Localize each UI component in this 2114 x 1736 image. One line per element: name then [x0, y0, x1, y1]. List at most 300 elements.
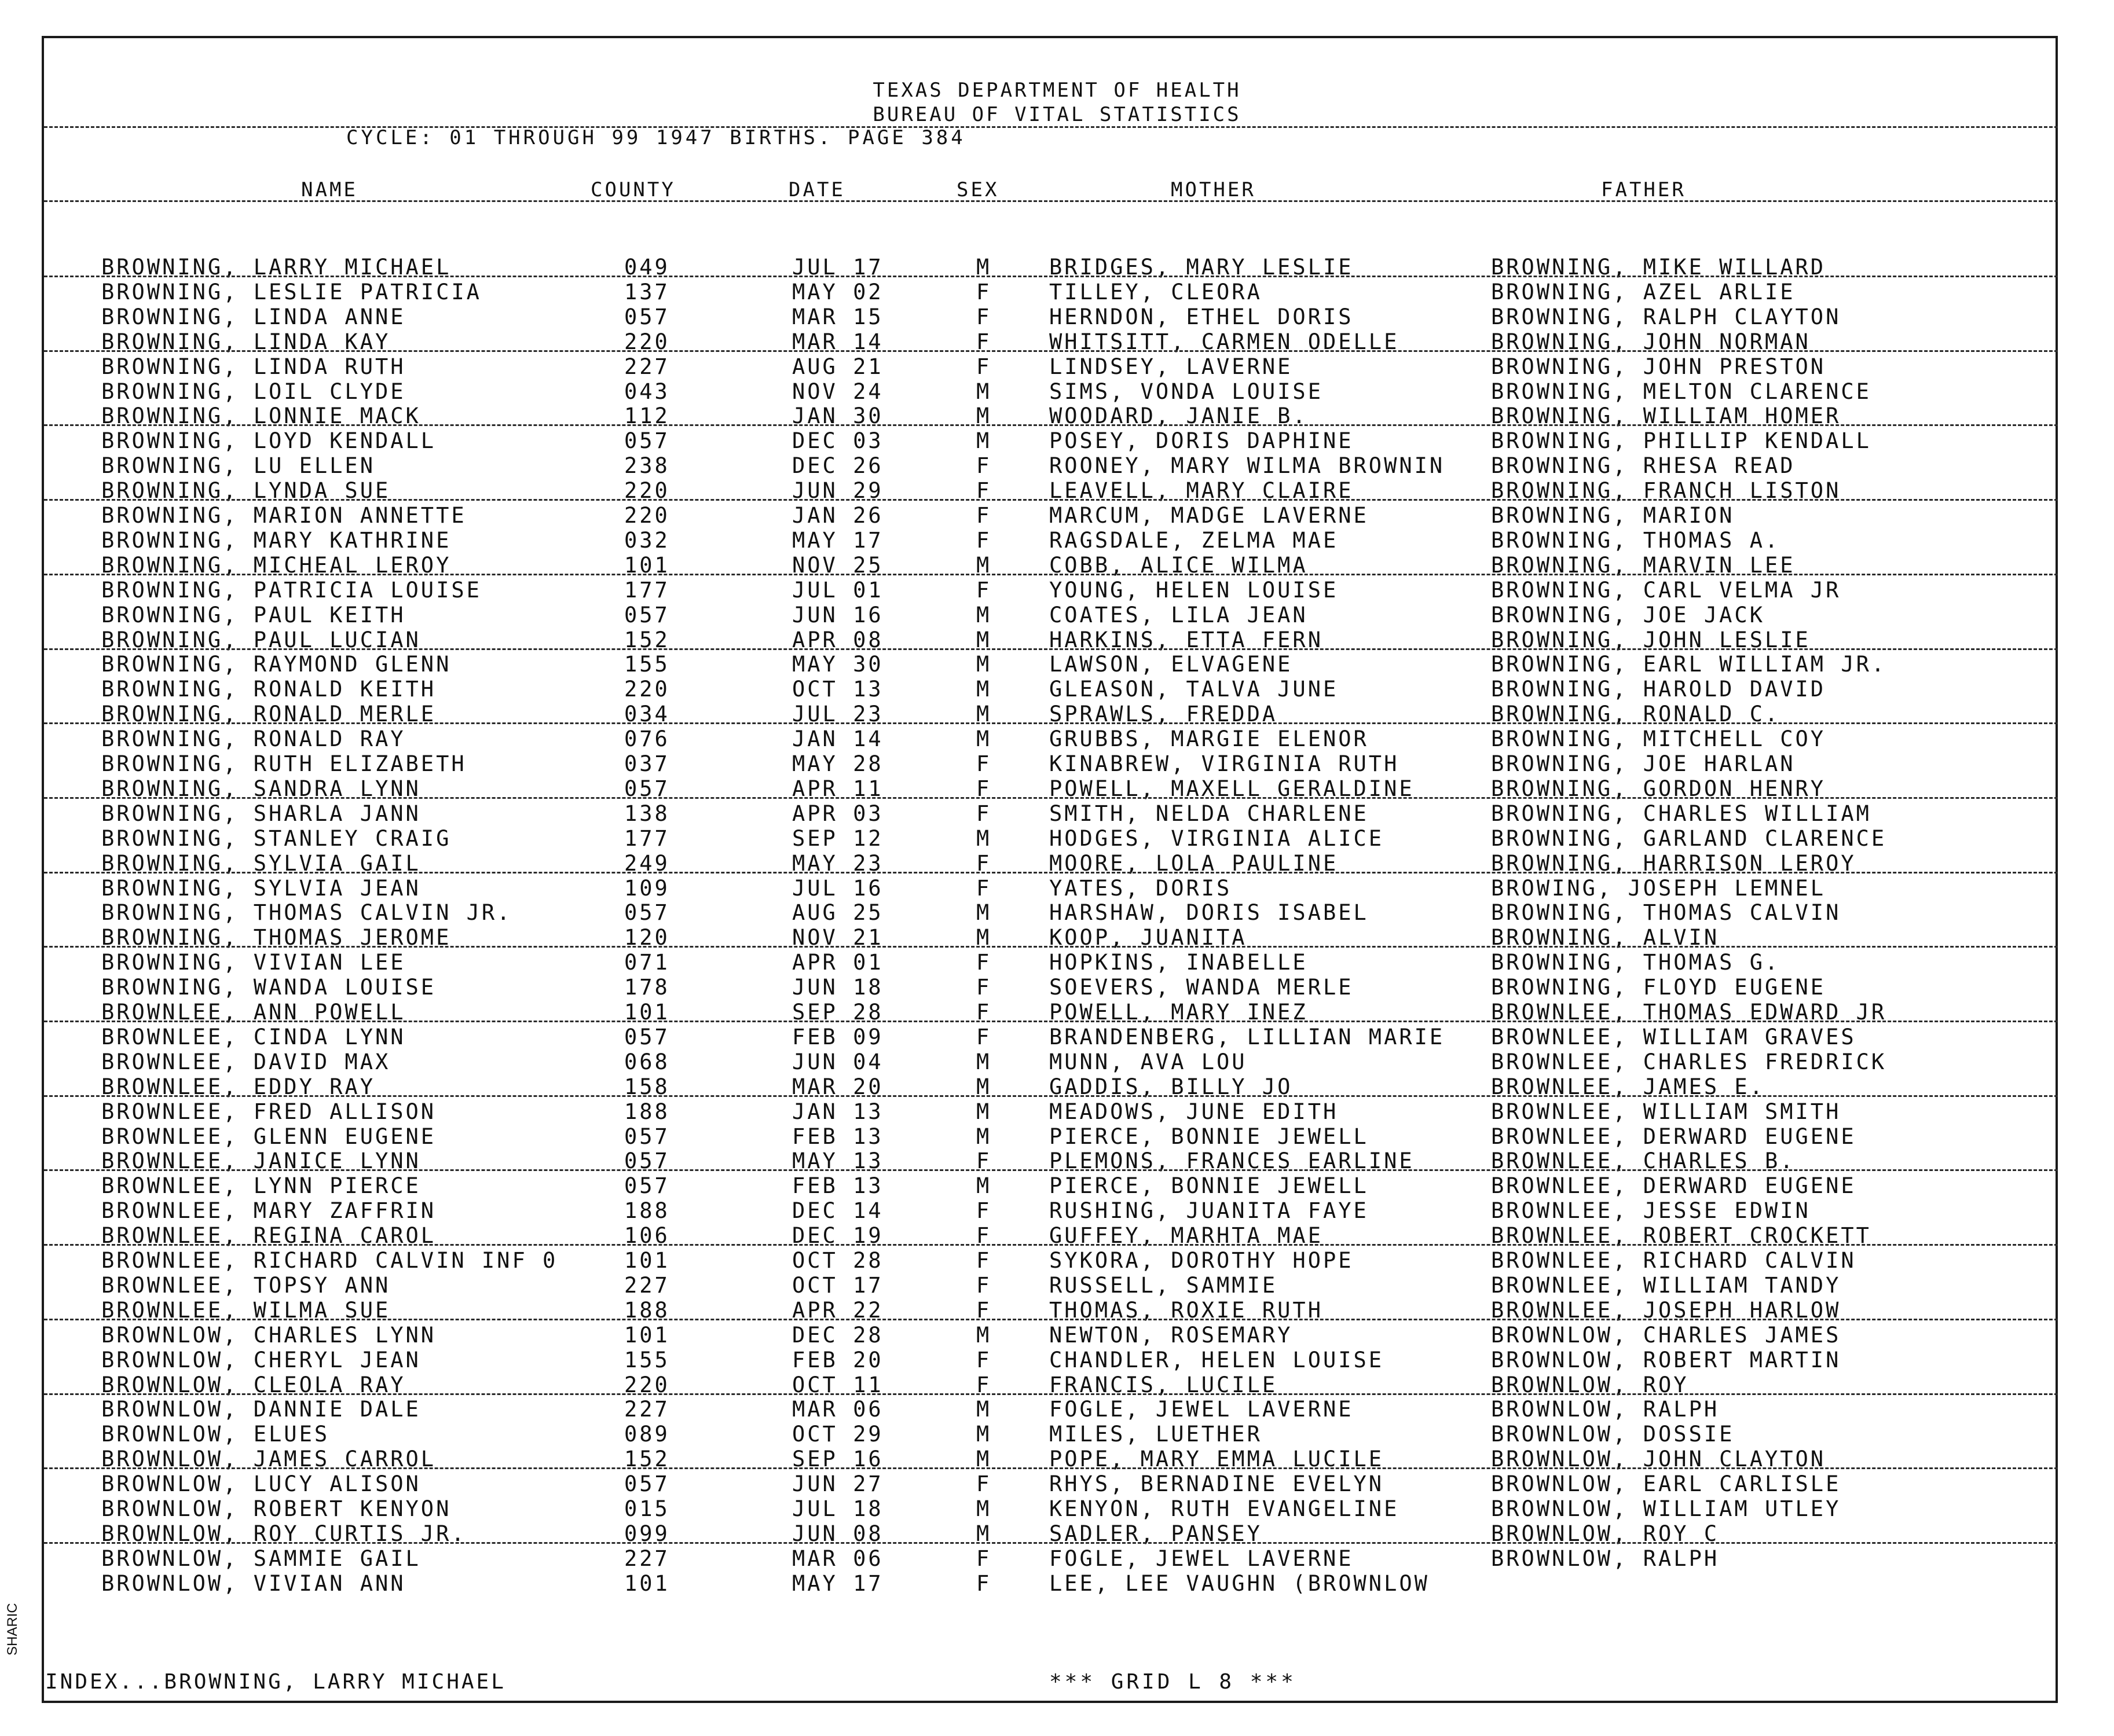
cycle-line: CYCLE: 01 THROUGH 99 1947 BIRTHS. PAGE 384 — [346, 126, 966, 149]
cell-father: BROWNING, RONALD C. — [1491, 702, 1780, 726]
cell-sex: M — [976, 1074, 992, 1099]
cell-date: APR 01 — [792, 950, 884, 975]
cell-sex: M — [976, 677, 992, 702]
cell-father: BROWNING, JOE JACK — [1491, 603, 1765, 627]
cell-county: 101 — [624, 1571, 670, 1596]
cell-mother: POWELL, MAXELL GERALDINE — [1049, 776, 1415, 801]
table-row — [0, 1397, 2114, 1422]
cell-date: MAY 30 — [792, 652, 884, 677]
cell-sex: F — [976, 801, 992, 826]
table-row — [0, 1099, 2114, 1124]
cell-name: BROWNING, RAYMOND GLENN — [101, 652, 452, 677]
cell-name: BROWNING, SHARLA JANN — [101, 801, 421, 826]
table-row — [0, 826, 2114, 851]
cell-date: JUL 23 — [792, 702, 884, 726]
cell-county: 238 — [624, 453, 670, 478]
cell-mother: HODGES, VIRGINIA ALICE — [1049, 826, 1384, 851]
cell-mother: GRUBBS, MARGIE ELENOR — [1049, 726, 1369, 751]
table-row — [0, 1273, 2114, 1298]
cell-name: BROWNING, LESLIE PATRICIA — [101, 280, 482, 304]
cell-name: BROWNING, PATRICIA LOUISE — [101, 578, 482, 603]
cell-father: BROWNING, MARION — [1491, 503, 1735, 528]
row-rule — [44, 1095, 2058, 1097]
cell-father: BROWNLOW, RALPH — [1491, 1397, 1720, 1422]
table-row — [0, 1571, 2114, 1596]
cell-name: BROWNLOW, LUCY ALISON — [101, 1471, 421, 1496]
cell-mother: SADLER, PANSEY — [1049, 1521, 1262, 1546]
cell-mother: HERNDON, ETHEL DORIS — [1049, 304, 1354, 329]
cell-county: 220 — [624, 503, 670, 528]
cell-date: SEP 12 — [792, 826, 884, 851]
cell-mother: RUSSELL, SAMMIE — [1049, 1273, 1278, 1298]
side-mark: SHARIC — [5, 1603, 20, 1656]
cell-mother: MARCUM, MADGE LAVERNE — [1049, 503, 1369, 528]
cell-name: BROWNING, LINDA RUTH — [101, 354, 406, 379]
row-rule — [44, 276, 2058, 277]
cell-date: NOV 24 — [792, 379, 884, 404]
cell-sex: F — [976, 1223, 992, 1248]
cell-name: BROWNING, LOIL CLYDE — [101, 379, 406, 404]
table-row — [0, 1248, 2114, 1273]
cell-county: 068 — [624, 1049, 670, 1074]
cell-date: JAN 14 — [792, 726, 884, 751]
cell-date: SEP 16 — [792, 1447, 884, 1471]
cell-father: BROWNLOW, RALPH — [1491, 1546, 1720, 1571]
cell-name: BROWNING, STANLEY CRAIG — [101, 826, 452, 851]
cell-name: BROWNLEE, TOPSY ANN — [101, 1273, 391, 1298]
cell-father: BROWNING, EARL WILLIAM JR. — [1491, 652, 1887, 677]
cell-name: BROWNING, SYLVIA GAIL — [101, 851, 421, 876]
cell-father: BROWNLEE, JOSEPH HARLOW — [1491, 1298, 1841, 1323]
cell-county: 138 — [624, 801, 670, 826]
table-row — [0, 801, 2114, 826]
cell-date: MAR 14 — [792, 329, 884, 354]
cell-mother: POWELL, MARY INEZ — [1049, 1000, 1308, 1025]
cell-name: BROWNLEE, EDDY RAY — [101, 1074, 375, 1099]
cell-mother: POSEY, DORIS DAPHINE — [1049, 428, 1354, 453]
cell-mother: LINDSEY, LAVERNE — [1049, 354, 1293, 379]
cell-sex: F — [976, 1471, 992, 1496]
cell-county: 152 — [624, 1447, 670, 1471]
cell-father: BROWNLOW, CHARLES JAMES — [1491, 1323, 1841, 1348]
cell-name: BROWNLEE, MARY ZAFFRIN — [101, 1198, 437, 1223]
cell-date: MAR 20 — [792, 1074, 884, 1099]
cell-mother: WOODARD, JANIE B. — [1049, 403, 1308, 428]
cell-date: MAY 23 — [792, 851, 884, 876]
cell-name: BROWNING, RUTH ELIZABETH — [101, 751, 467, 776]
cell-mother: RHYS, BERNADINE EVELYN — [1049, 1471, 1384, 1496]
cell-father: BROWNLEE, WILLIAM TANDY — [1491, 1273, 1841, 1298]
cell-date: JAN 13 — [792, 1099, 884, 1124]
cell-father: BROWNING, FRANCH LISTON — [1491, 478, 1841, 503]
cell-county: 177 — [624, 826, 670, 851]
cell-name: BROWNING, LONNIE MACK — [101, 403, 421, 428]
cell-date: JUN 29 — [792, 478, 884, 503]
table-row — [0, 379, 2114, 404]
cell-mother: ROONEY, MARY WILMA BROWNIN — [1049, 453, 1445, 478]
cell-name: BROWNLOW, ELUES — [101, 1422, 330, 1447]
cell-father: BROWNLEE, CHARLES FREDRICK — [1491, 1049, 1887, 1074]
cell-father: BROWNLEE, WILLIAM GRAVES — [1491, 1025, 1856, 1049]
cell-sex: M — [976, 900, 992, 925]
cell-date: NOV 21 — [792, 925, 884, 950]
cell-father: BROWNING, MITCHELL COY — [1491, 726, 1826, 751]
cell-name: BROWNING, RONALD MERLE — [101, 702, 437, 726]
cell-name: BROWNLOW, CHARLES LYNN — [101, 1323, 437, 1348]
cell-father: BROWNING, ALVIN — [1491, 925, 1720, 950]
cell-father: BROWNLEE, THOMAS EDWARD JR — [1491, 1000, 1887, 1025]
cell-father: BROWNING, MELTON CLARENCE — [1491, 379, 1871, 404]
cell-name: BROWNING, LYNDA SUE — [101, 478, 391, 503]
cell-name: BROWNLOW, CHERYL JEAN — [101, 1348, 421, 1372]
cell-mother: YATES, DORIS — [1049, 876, 1232, 901]
cell-sex: F — [976, 1000, 992, 1025]
table-row — [0, 751, 2114, 776]
cell-mother: FRANCIS, LUCILE — [1049, 1372, 1278, 1397]
column-header-date: DATE — [789, 178, 845, 201]
cell-county: 057 — [624, 1148, 670, 1173]
bureau-title: BUREAU OF VITAL STATISTICS — [873, 103, 1241, 126]
cell-mother: GUFFEY, MARHTA MAE — [1049, 1223, 1323, 1248]
column-header-sex: SEX — [957, 178, 999, 201]
cell-sex: M — [976, 1049, 992, 1074]
cell-date: JAN 26 — [792, 503, 884, 528]
cell-mother: GADDIS, BILLY JO — [1049, 1074, 1293, 1099]
cell-sex: M — [976, 627, 992, 652]
cell-mother: FOGLE, JEWEL LAVERNE — [1049, 1546, 1354, 1571]
cell-county: 188 — [624, 1099, 670, 1124]
cell-date: AUG 25 — [792, 900, 884, 925]
cell-father: BROWNING, THOMAS G. — [1491, 950, 1780, 975]
cell-father: BROWNLOW, ROY — [1491, 1372, 1689, 1397]
cell-date: NOV 25 — [792, 553, 884, 578]
cell-name: BROWNLEE, JANICE LYNN — [101, 1148, 421, 1173]
cell-county: 057 — [624, 1471, 670, 1496]
cell-county: 112 — [624, 403, 670, 428]
index-footer: INDEX...BROWNING, LARRY MICHAEL — [45, 1670, 506, 1694]
cell-sex: F — [976, 503, 992, 528]
cell-sex: F — [976, 1025, 992, 1049]
cell-father: BROWNLEE, JAMES E. — [1491, 1074, 1765, 1099]
cell-mother: HOPKINS, INABELLE — [1049, 950, 1308, 975]
cell-date: MAY 02 — [792, 280, 884, 304]
cell-mother: HARSHAW, DORIS ISABEL — [1049, 900, 1369, 925]
cell-mother: YOUNG, HELEN LOUISE — [1049, 578, 1339, 603]
cell-county: 049 — [624, 255, 670, 280]
cell-mother: MOORE, LOLA PAULINE — [1049, 851, 1339, 876]
cell-mother: KINABREW, VIRGINIA RUTH — [1049, 751, 1399, 776]
cell-father: BROWNING, RALPH CLAYTON — [1491, 304, 1841, 329]
cell-name: BROWNING, MARY KATHRINE — [101, 528, 452, 553]
cell-county: 057 — [624, 603, 670, 627]
cell-date: DEC 28 — [792, 1323, 884, 1348]
cell-father: BROWNING, HAROLD DAVID — [1491, 677, 1826, 702]
row-rule — [44, 424, 2058, 426]
cell-sex: F — [976, 876, 992, 901]
row-rule — [44, 1244, 2058, 1246]
cell-sex: M — [976, 1496, 992, 1521]
cell-date: APR 22 — [792, 1298, 884, 1323]
cell-name: BROWNLEE, REGINA CAROL — [101, 1223, 437, 1248]
cell-county: 037 — [624, 751, 670, 776]
row-rule — [44, 648, 2058, 650]
cell-sex: M — [976, 255, 992, 280]
cell-mother: TILLEY, CLEORA — [1049, 280, 1262, 304]
table-row — [0, 578, 2114, 603]
cell-mother: SIMS, VONDA LOUISE — [1049, 379, 1323, 404]
cell-father: BROWNLOW, DOSSIE — [1491, 1422, 1735, 1447]
cell-mother: FOGLE, JEWEL LAVERNE — [1049, 1397, 1354, 1422]
cell-name: BROWNING, RONALD RAY — [101, 726, 406, 751]
cell-county: 032 — [624, 528, 670, 553]
cell-father: BROWNLEE, CHARLES B. — [1491, 1148, 1796, 1173]
cell-county: 227 — [624, 1546, 670, 1571]
cell-county: 101 — [624, 553, 670, 578]
cell-father: BROWNING, WILLIAM HOMER — [1491, 403, 1841, 428]
cell-mother: KENYON, RUTH EVANGELINE — [1049, 1496, 1399, 1521]
cell-name: BROWNING, PAUL KEITH — [101, 603, 406, 627]
cell-date: APR 11 — [792, 776, 884, 801]
cell-mother: MILES, LUETHER — [1049, 1422, 1262, 1447]
cell-date: MAY 17 — [792, 1571, 884, 1596]
cell-mother: SOEVERS, WANDA MERLE — [1049, 975, 1354, 1000]
cell-name: BROWNING, THOMAS JEROME — [101, 925, 452, 950]
cell-sex: M — [976, 379, 992, 404]
cell-father: BROWNING, MIKE WILLARD — [1491, 255, 1826, 280]
column-header-father: FATHER — [1601, 178, 1686, 201]
cell-county: 099 — [624, 1521, 670, 1546]
cell-father: BROWNLEE, ROBERT CROCKETT — [1491, 1223, 1871, 1248]
cell-father: BROWNING, AZEL ARLIE — [1491, 280, 1796, 304]
cell-father: BROWNING, JOE HARLAN — [1491, 751, 1796, 776]
cell-county: 137 — [624, 280, 670, 304]
column-header-name: NAME — [301, 178, 358, 201]
column-header-county: COUNTY — [591, 178, 676, 201]
cell-date: MAY 28 — [792, 751, 884, 776]
cell-father: BROWNLOW, JOHN CLAYTON — [1491, 1447, 1826, 1471]
cell-name: BROWNING, PAUL LUCIAN — [101, 627, 421, 652]
cell-date: JUN 16 — [792, 603, 884, 627]
cell-county: 015 — [624, 1496, 670, 1521]
cell-father: BROWNLOW, EARL CARLISLE — [1491, 1471, 1841, 1496]
cell-sex: M — [976, 925, 992, 950]
row-rule — [44, 797, 2058, 799]
cell-sex: M — [976, 1521, 992, 1546]
table-row — [0, 1496, 2114, 1521]
cell-mother: WHITSITT, CARMEN ODELLE — [1049, 329, 1399, 354]
cell-name: BROWNING, SANDRA LYNN — [101, 776, 421, 801]
cell-date: FEB 13 — [792, 1173, 884, 1198]
cell-county: 057 — [624, 304, 670, 329]
cell-name: BROWNLEE, DAVID MAX — [101, 1049, 391, 1074]
cell-name: BROWNING, LU ELLEN — [101, 453, 375, 478]
cell-sex: F — [976, 975, 992, 1000]
cell-date: OCT 13 — [792, 677, 884, 702]
cell-father: BROWNLEE, DERWARD EUGENE — [1491, 1173, 1856, 1198]
cell-name: BROWNING, MICHEAL LEROY — [101, 553, 452, 578]
cell-sex: M — [976, 652, 992, 677]
cell-father: BROWNING, MARVIN LEE — [1491, 553, 1796, 578]
cell-sex: F — [976, 776, 992, 801]
table-row — [0, 1173, 2114, 1198]
cell-county: 158 — [624, 1074, 670, 1099]
cell-name: BROWNLEE, ANN POWELL — [101, 1000, 406, 1025]
cell-county: 101 — [624, 1248, 670, 1273]
cell-county: 043 — [624, 379, 670, 404]
table-row — [0, 528, 2114, 553]
row-rule — [44, 1021, 2058, 1022]
cell-sex: M — [976, 1447, 992, 1471]
cell-county: 106 — [624, 1223, 670, 1248]
table-row — [0, 280, 2114, 304]
cell-date: JAN 30 — [792, 403, 884, 428]
cell-mother: KOOP, JUANITA — [1049, 925, 1247, 950]
cell-father: BROWNING, JOHN NORMAN — [1491, 329, 1811, 354]
cell-sex: F — [976, 1298, 992, 1323]
cell-county: 057 — [624, 428, 670, 453]
cell-county: 057 — [624, 1025, 670, 1049]
cell-father: BROWNING, THOMAS A. — [1491, 528, 1780, 553]
table-row — [0, 1025, 2114, 1049]
table-row — [0, 304, 2114, 329]
cell-sex: F — [976, 1348, 992, 1372]
cell-date: OCT 11 — [792, 1372, 884, 1397]
cell-date: DEC 03 — [792, 428, 884, 453]
cell-sex: M — [976, 403, 992, 428]
cell-mother: RUSHING, JUANITA FAYE — [1049, 1198, 1369, 1223]
cell-county: 076 — [624, 726, 670, 751]
cell-date: JUN 18 — [792, 975, 884, 1000]
cell-sex: M — [976, 1099, 992, 1124]
cell-name: BROWNLOW, DANNIE DALE — [101, 1397, 421, 1422]
cell-mother: SPRAWLS, FREDDA — [1049, 702, 1278, 726]
cell-county: 034 — [624, 702, 670, 726]
row-rule — [44, 1542, 2058, 1544]
table-row — [0, 354, 2114, 379]
cell-name: BROWNING, WANDA LOUISE — [101, 975, 437, 1000]
cell-father: BROWNING, PHILLIP KENDALL — [1491, 428, 1871, 453]
table-row — [0, 1348, 2114, 1372]
cell-sex: F — [976, 1372, 992, 1397]
cell-date: JUN 04 — [792, 1049, 884, 1074]
table-row — [0, 652, 2114, 677]
cell-sex: F — [976, 329, 992, 354]
cell-mother: LEE, LEE VAUGHN (BROWNLOW — [1049, 1571, 1430, 1596]
cell-mother: RAGSDALE, ZELMA MAE — [1049, 528, 1339, 553]
cell-name: BROWNING, LARRY MICHAEL — [101, 255, 452, 280]
cell-county: 101 — [624, 1000, 670, 1025]
cell-date: FEB 13 — [792, 1124, 884, 1149]
row-rule — [44, 1467, 2058, 1469]
table-row — [0, 900, 2114, 925]
cell-father: BROWNLEE, JESSE EDWIN — [1491, 1198, 1811, 1223]
cell-father: BROWNLOW, ROY C — [1491, 1521, 1720, 1546]
cell-mother: COBB, ALICE WILMA — [1049, 553, 1308, 578]
table-row — [0, 1422, 2114, 1447]
cell-mother: POPE, MARY EMMA LUCILE — [1049, 1447, 1384, 1471]
cell-county: 089 — [624, 1422, 670, 1447]
cell-date: JUL 18 — [792, 1496, 884, 1521]
table-row — [0, 677, 2114, 702]
cell-sex: F — [976, 354, 992, 379]
cell-father: BROWNLEE, DERWARD EUGENE — [1491, 1124, 1856, 1149]
cell-sex: F — [976, 1273, 992, 1298]
cell-name: BROWNING, RONALD KEITH — [101, 677, 437, 702]
cell-date: FEB 20 — [792, 1348, 884, 1372]
cell-father: BROWNING, JOHN PRESTON — [1491, 354, 1826, 379]
cell-sex: F — [976, 453, 992, 478]
cell-county: 101 — [624, 1323, 670, 1348]
cell-county: 220 — [624, 677, 670, 702]
cell-sex: F — [976, 528, 992, 553]
cell-sex: F — [976, 851, 992, 876]
cell-sex: M — [976, 603, 992, 627]
row-rule — [44, 350, 2058, 352]
cell-county: 152 — [624, 627, 670, 652]
table-row — [0, 1198, 2114, 1223]
cell-sex: F — [976, 1571, 992, 1596]
cell-mother: SMITH, NELDA CHARLENE — [1049, 801, 1369, 826]
row-rule — [44, 574, 2058, 575]
cell-name: BROWNING, THOMAS CALVIN JR. — [101, 900, 512, 925]
grid-footer: *** GRID L 8 *** — [1049, 1670, 1296, 1694]
row-rule — [44, 1319, 2058, 1320]
cell-father: BROWNING, CHARLES WILLIAM — [1491, 801, 1871, 826]
cell-name: BROWNING, MARION ANNETTE — [101, 503, 467, 528]
cell-name: BROWNLOW, VIVIAN ANN — [101, 1571, 406, 1596]
cell-name: BROWNING, LINDA ANNE — [101, 304, 406, 329]
row-rule — [44, 1393, 2058, 1395]
cell-sex: F — [976, 1198, 992, 1223]
table-row — [0, 726, 2114, 751]
table-row — [0, 1323, 2114, 1348]
cell-county: 227 — [624, 1397, 670, 1422]
cell-name: BROWNING, SYLVIA JEAN — [101, 876, 421, 901]
department-title: TEXAS DEPARTMENT OF HEALTH — [873, 79, 1241, 102]
cell-father: BROWNLOW, WILLIAM UTLEY — [1491, 1496, 1841, 1521]
cell-county: 227 — [624, 354, 670, 379]
cell-date: MAY 13 — [792, 1148, 884, 1173]
cell-sex: F — [976, 950, 992, 975]
cell-name: BROWNLEE, WILMA SUE — [101, 1298, 391, 1323]
cell-county: 109 — [624, 876, 670, 901]
cell-county: 178 — [624, 975, 670, 1000]
cell-date: MAR 06 — [792, 1397, 884, 1422]
cell-date: OCT 29 — [792, 1422, 884, 1447]
cell-mother: LAWSON, ELVAGENE — [1049, 652, 1293, 677]
row-rule — [44, 722, 2058, 724]
cell-mother: BRANDENBERG, LILLIAN MARIE — [1049, 1025, 1445, 1049]
cell-father: BROWNING, FLOYD EUGENE — [1491, 975, 1826, 1000]
cell-mother: CHANDLER, HELEN LOUISE — [1049, 1348, 1384, 1372]
cell-name: BROWNLEE, GLENN EUGENE — [101, 1124, 437, 1149]
cell-county: 188 — [624, 1298, 670, 1323]
row-rule — [44, 1169, 2058, 1171]
cell-mother: PIERCE, BONNIE JEWELL — [1049, 1173, 1369, 1198]
cell-county: 177 — [624, 578, 670, 603]
column-header-mother: MOTHER — [1171, 178, 1256, 201]
table-row — [0, 503, 2114, 528]
table-row — [0, 428, 2114, 453]
cell-county: 071 — [624, 950, 670, 975]
cell-father: BROWNING, GARLAND CLARENCE — [1491, 826, 1887, 851]
cell-name: BROWNLOW, SAMMIE GAIL — [101, 1546, 421, 1571]
cell-mother: GLEASON, TALVA JUNE — [1049, 677, 1339, 702]
cell-father: BROWNLEE, WILLIAM SMITH — [1491, 1099, 1841, 1124]
cell-sex: F — [976, 304, 992, 329]
cell-mother: MUNN, AVA LOU — [1049, 1049, 1247, 1074]
cell-mother: BRIDGES, MARY LESLIE — [1049, 255, 1354, 280]
